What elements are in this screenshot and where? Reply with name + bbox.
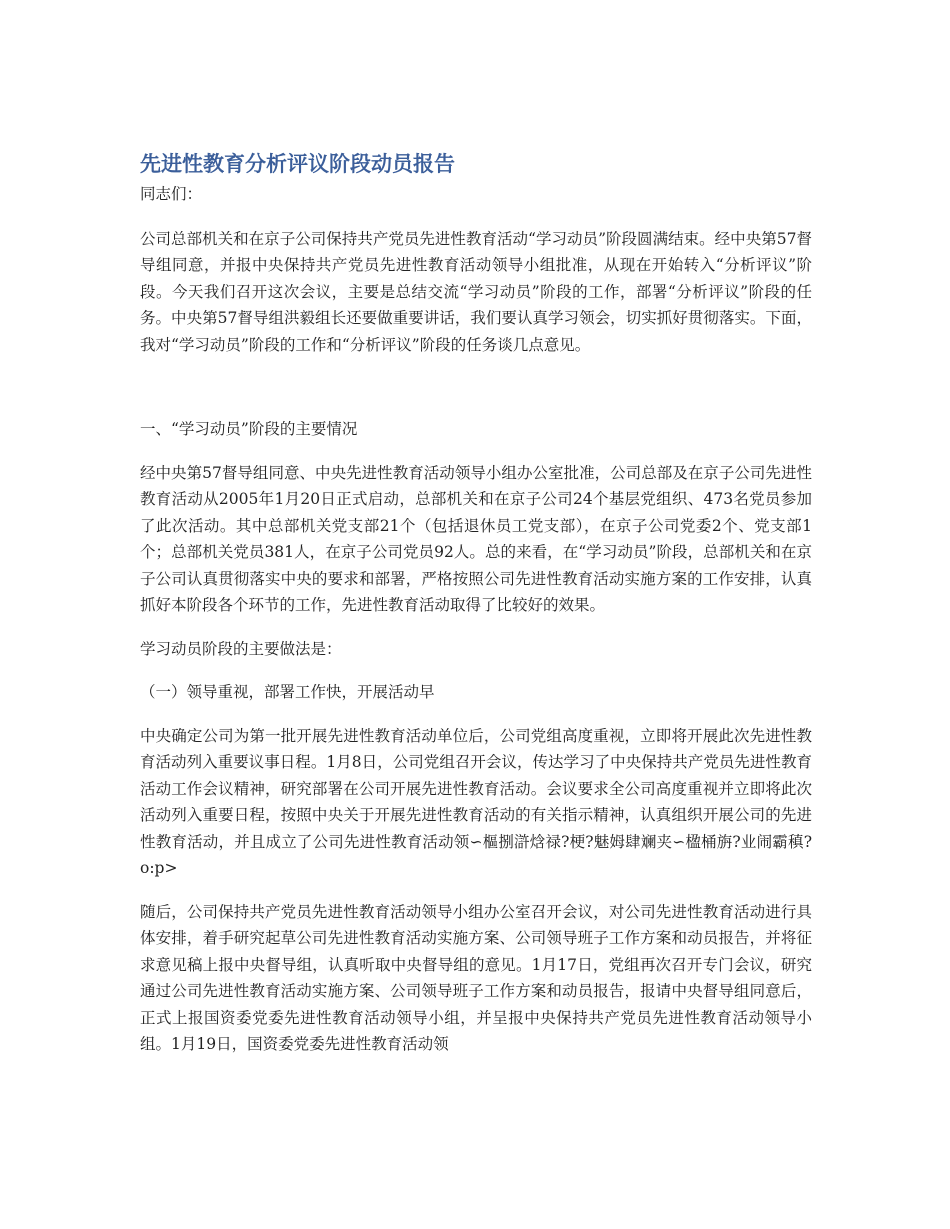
document-title: 先进性教育分析评议阶段动员报告	[140, 152, 455, 176]
document-body	[140, 148, 812, 1058]
intro-paragraph: 公司总部机关和在京子公司保持共产党员先进性教育活动“学习动员”阶段圆满结束。经中央第57督导组同意，并报中央保持共产党员先进性教育活动领导小组批准，从现在开始转入“分析评议”阶段。今天我们召开这次会议，主要是总结交流“学习动员”阶段的工作，部署“分析评议”阶段的任务。中央第57督导组洪毅组长还要做重要讲话，我们要认真学习领会，切实抓好贯彻落实。下面，我对“学习动员”阶段的工作和“分析评议”阶段的任务谈几点意见。	[140, 229, 812, 354]
followup-paragraph: 随后，公司保持共产党员先进性教育活动领导小组办公室召开会议，对公司先进性教育活动进行具体安排，着手研究起草公司先进性教育活动实施方案、公司领导班子工作方案和动员报告，并将征求意见稿上报中央督导组，认真听取中央督导组的意见。1月17日，党组再次召开专门会议，研究通过公司先进性教育活动实施方案、公司领导班子工作方案和动员报告，报请中央督导组同意后，正式上报国资委党委先进性教育活动领导小组，并呈报中央保持共产党员先进性教育活动领导小组。1月19日，国资委党委先进性教育活动领	[140, 902, 812, 1053]
methods-intro: 学习动员阶段的主要做法是：	[140, 639, 342, 658]
situation-paragraph: 经中央第57督导组同意、中央先进性教育活动领导小组办公室批准，公司总部及在京子公司先进性教育活动从2005年1月20日正式启动，总部机关和在京子公司24个基层党组织、473名党员参加了此次活动。其中总部机关党支部21个（包括退休员工党支部），在京子公司党委2个、党支部1个；总部机关党员381人，在京子公司党员92人。总的来看，在“学习动员”阶段，总部机关和在京子公司认真贯彻落实中央的要求和部署，严格按照公司先进性教育活动实施方案的工作安排，认真抓好本阶段各个环节的工作，先进性教育活动取得了比较好的效果。	[140, 463, 812, 614]
salutation: 同志们：	[140, 185, 203, 203]
sub-heading: （一）领导重视，部署工作快，开展活动早	[140, 683, 435, 701]
leadership-paragraph: 中央确定公司为第一批开展先进性教育活动单位后，公司党组高度重视，立即将开展此次先进性教育活动列入重要议事日程。1月8日，公司党组召开会议，传达学习了中央保持共产党员先进性教育活动工作会议精神，研究部署在公司开展先进性教育活动。会议要求全公司高度重视并立即将此次活动列入重要日程，按照中央关于开展先进性教育活动的有关指示精神，认真组织开展公司的先进性教育活动，并且成立了公司先进性教育活动领∽樞捌滸焓禄?梗?魅姆肆斓夹∽楹桶旃?业闹霸稹?o:p>	[140, 726, 812, 877]
section-heading: 一、“学习动员”阶段的主要情况	[140, 420, 358, 438]
